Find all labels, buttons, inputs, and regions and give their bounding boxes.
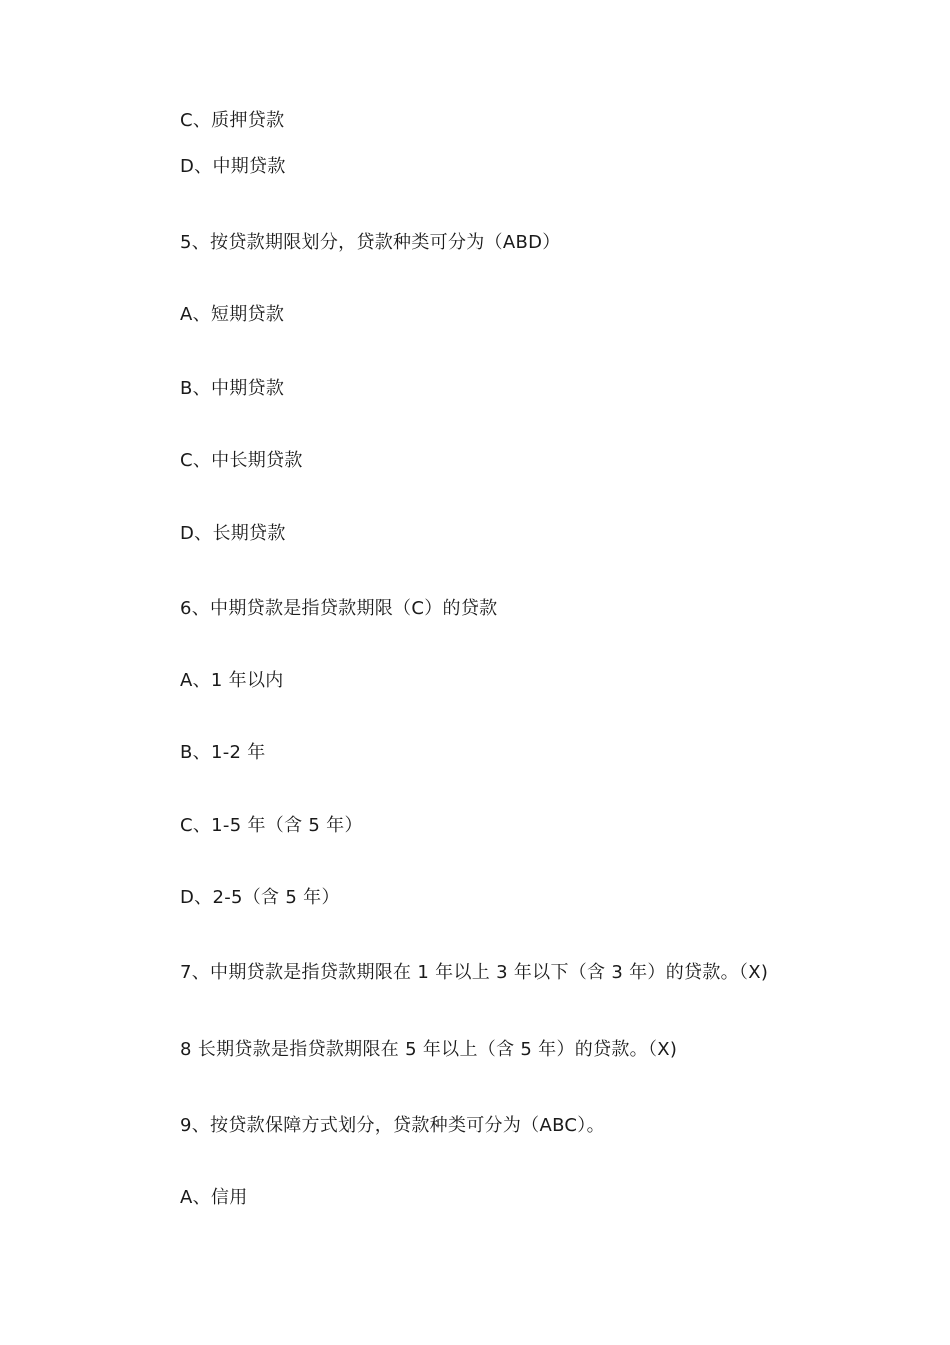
q6-option-a: A、1 年以内 — [180, 670, 284, 691]
q6-option-b: B、1-2 年 — [180, 742, 266, 763]
option-c-pledge-loan: C、质押贷款 — [180, 110, 285, 131]
q9-option-a: A、信用 — [180, 1187, 248, 1208]
q5-option-a: A、短期贷款 — [180, 304, 285, 325]
option-d-medium-term-loan: D、中期贷款 — [180, 156, 286, 177]
question-9: 9、按贷款保障方式划分，贷款种类可分为（ABC）。 — [180, 1115, 605, 1136]
question-8: 8 长期贷款是指贷款期限在 5 年以上（含 5 年）的贷款。（X) — [180, 1039, 678, 1060]
q5-option-d: D、长期贷款 — [180, 523, 286, 544]
q5-option-b: B、中期贷款 — [180, 378, 285, 399]
q5-option-c: C、中长期贷款 — [180, 450, 303, 471]
question-6: 6、中期贷款是指贷款期限（C）的贷款 — [180, 598, 498, 619]
q6-option-c: C、1-5 年（含 5 年） — [180, 815, 363, 836]
q6-option-d: D、2-5（含 5 年） — [180, 887, 340, 908]
question-5: 5、按贷款期限划分，贷款种类可分为（ABD） — [180, 232, 561, 253]
question-7: 7、中期贷款是指贷款期限在 1 年以上 3 年以下（含 3 年）的贷款。（X) — [180, 962, 769, 983]
